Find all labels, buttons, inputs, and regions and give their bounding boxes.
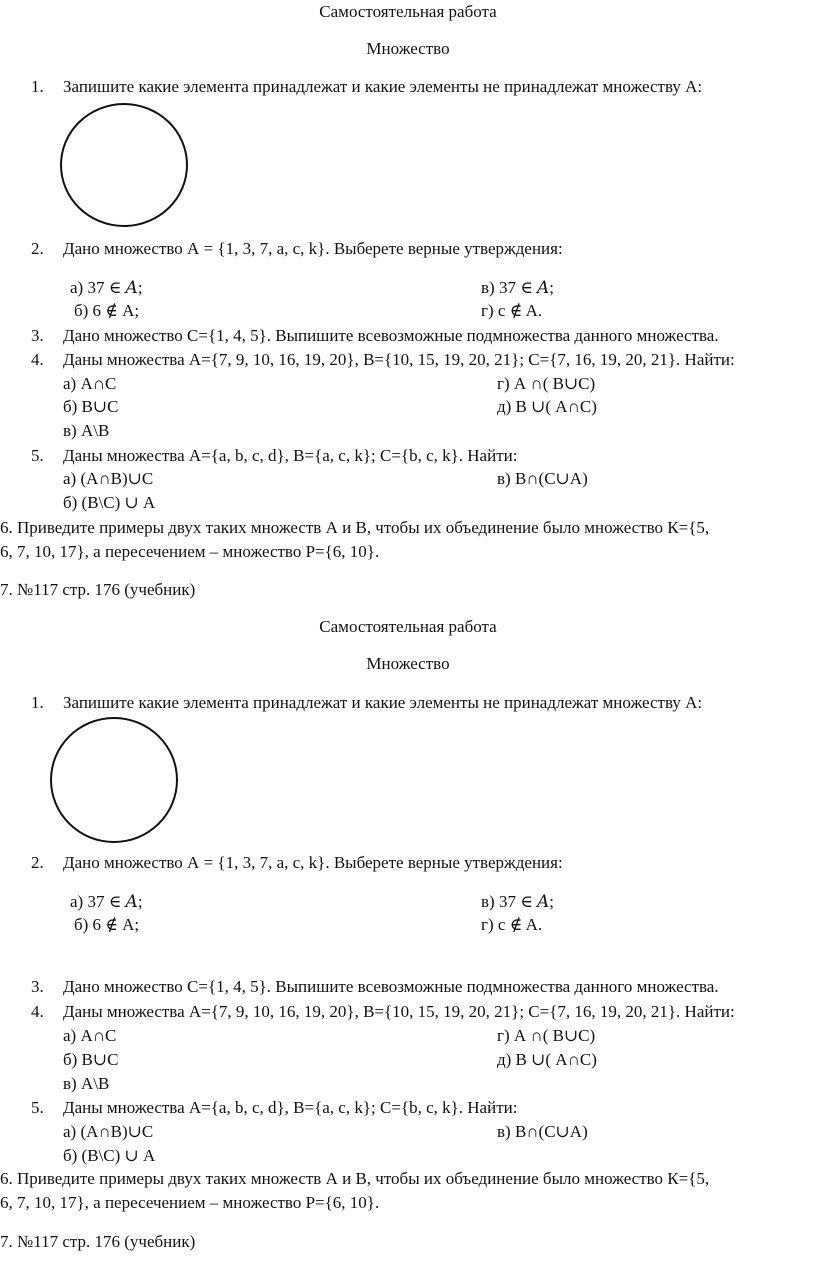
question-5-text: Даны множества А={a, b, c, d}, В={a, c, k}; С={b, c, k}. Найти: <box>63 446 518 465</box>
question-3-text: Дано множество С={1, 4, 5}. Выпишите всевозможные подмножества данного множества. <box>63 326 719 345</box>
worksheet-subtitle: Множество <box>366 39 450 58</box>
question-2-text: Дано множество А = {1, 3, 7, a, c, k}. Выберете верные утверждения: <box>63 853 563 872</box>
question-4-item-v: в) А\В <box>63 1074 110 1093</box>
question-2-number: 2. <box>31 853 44 872</box>
question-6-line-2: 6, 7, 10, 17}, а пересечением – множество Р={6, 10}. <box>0 542 380 561</box>
question-4-number: 4. <box>31 1002 44 1021</box>
question-2-option-g: г) c ∉ A. <box>481 915 543 934</box>
question-1-text: Запишите какие элемента принадлежат и какие элементы не принадлежат множеству А: <box>63 77 703 96</box>
set-a-circle <box>50 717 178 843</box>
question-5-item-v: в) В∩(С∪А) <box>497 1122 588 1141</box>
question-1-number: 1. <box>31 77 44 96</box>
worksheet-title: Самостоятельная работа <box>319 617 497 636</box>
question-6-line-1: 6. Приведите примеры двух таких множеств А и В, чтобы их объединение было множество К={5, <box>0 1169 710 1188</box>
question-2-option-v: в) 37 ∈ 𝐴; <box>481 892 555 911</box>
question-6-line-2: 6, 7, 10, 17}, а пересечением – множество Р={6, 10}. <box>0 1193 380 1212</box>
question-4-number: 4. <box>31 350 44 369</box>
question-2-option-b: б) 6 ∉ A; <box>74 301 140 320</box>
question-5-text: Даны множества А={a, b, c, d}, В={a, c, k}; С={b, c, k}. Найти: <box>63 1098 518 1117</box>
question-2-option-a: а) 37 ∈ 𝐴; <box>70 278 143 297</box>
question-4-item-g: г) А ∩( В∪С) <box>497 1026 596 1045</box>
question-5-item-a: а) (А∩В)∪С <box>63 469 154 488</box>
worksheet-title: Самостоятельная работа <box>319 2 497 21</box>
question-4-item-d: д) В ∪( А∩С) <box>497 1050 597 1069</box>
question-2-text: Дано множество А = {1, 3, 7, a, c, k}. Выберете верные утверждения: <box>63 239 563 258</box>
question-2-option-b: б) 6 ∉ A; <box>74 915 140 934</box>
question-5-item-b: б) (В\С) ∪ А <box>63 493 156 512</box>
question-3-number: 3. <box>31 326 44 345</box>
question-4-item-g: г) А ∩( В∪С) <box>497 374 596 393</box>
question-1-number: 1. <box>31 693 44 712</box>
question-5-item-b: б) (В\С) ∪ А <box>63 1146 156 1165</box>
question-4-text: Даны множества А={7, 9, 10, 16, 19, 20}, В={10, 15, 19, 20, 21}; С={7, 16, 19, 20, 21}. Найти: <box>63 1002 735 1021</box>
question-5-number: 5. <box>31 1098 44 1117</box>
question-4-item-a: а) А∩С <box>63 1026 117 1045</box>
question-4-item-b: б) В∪С <box>63 1050 119 1069</box>
set-a-circle <box>60 103 188 227</box>
question-2-option-a: а) 37 ∈ 𝐴; <box>70 892 143 911</box>
question-5-item-a: а) (А∩В)∪С <box>63 1122 154 1141</box>
question-7-text: 7. №117 стр. 176 (учебник) <box>0 1232 196 1251</box>
question-1-text: Запишите какие элемента принадлежат и какие элементы не принадлежат множеству А: <box>63 693 703 712</box>
question-4-item-d: д) В ∪( А∩С) <box>497 397 597 416</box>
question-4-item-b: б) В∪С <box>63 397 119 416</box>
question-2-option-g: г) c ∉ A. <box>481 301 543 320</box>
question-6-line-1: 6. Приведите примеры двух таких множеств А и В, чтобы их объединение было множество К={5, <box>0 518 710 537</box>
question-7-text: 7. №117 стр. 176 (учебник) <box>0 580 196 599</box>
question-4-item-a: а) А∩С <box>63 374 117 393</box>
question-3-text: Дано множество С={1, 4, 5}. Выпишите всевозможные подмножества данного множества. <box>63 977 719 996</box>
question-5-number: 5. <box>31 446 44 465</box>
worksheet-subtitle: Множество <box>366 654 450 673</box>
question-4-item-v: в) А\В <box>63 421 110 440</box>
question-2-option-v: в) 37 ∈ 𝐴; <box>481 278 555 297</box>
question-3-number: 3. <box>31 977 44 996</box>
question-4-text: Даны множества А={7, 9, 10, 16, 19, 20}, В={10, 15, 19, 20, 21}; С={7, 16, 19, 20, 21}. Найти: <box>63 350 735 369</box>
question-2-number: 2. <box>31 239 44 258</box>
question-5-item-v: в) В∩(С∪А) <box>497 469 588 488</box>
